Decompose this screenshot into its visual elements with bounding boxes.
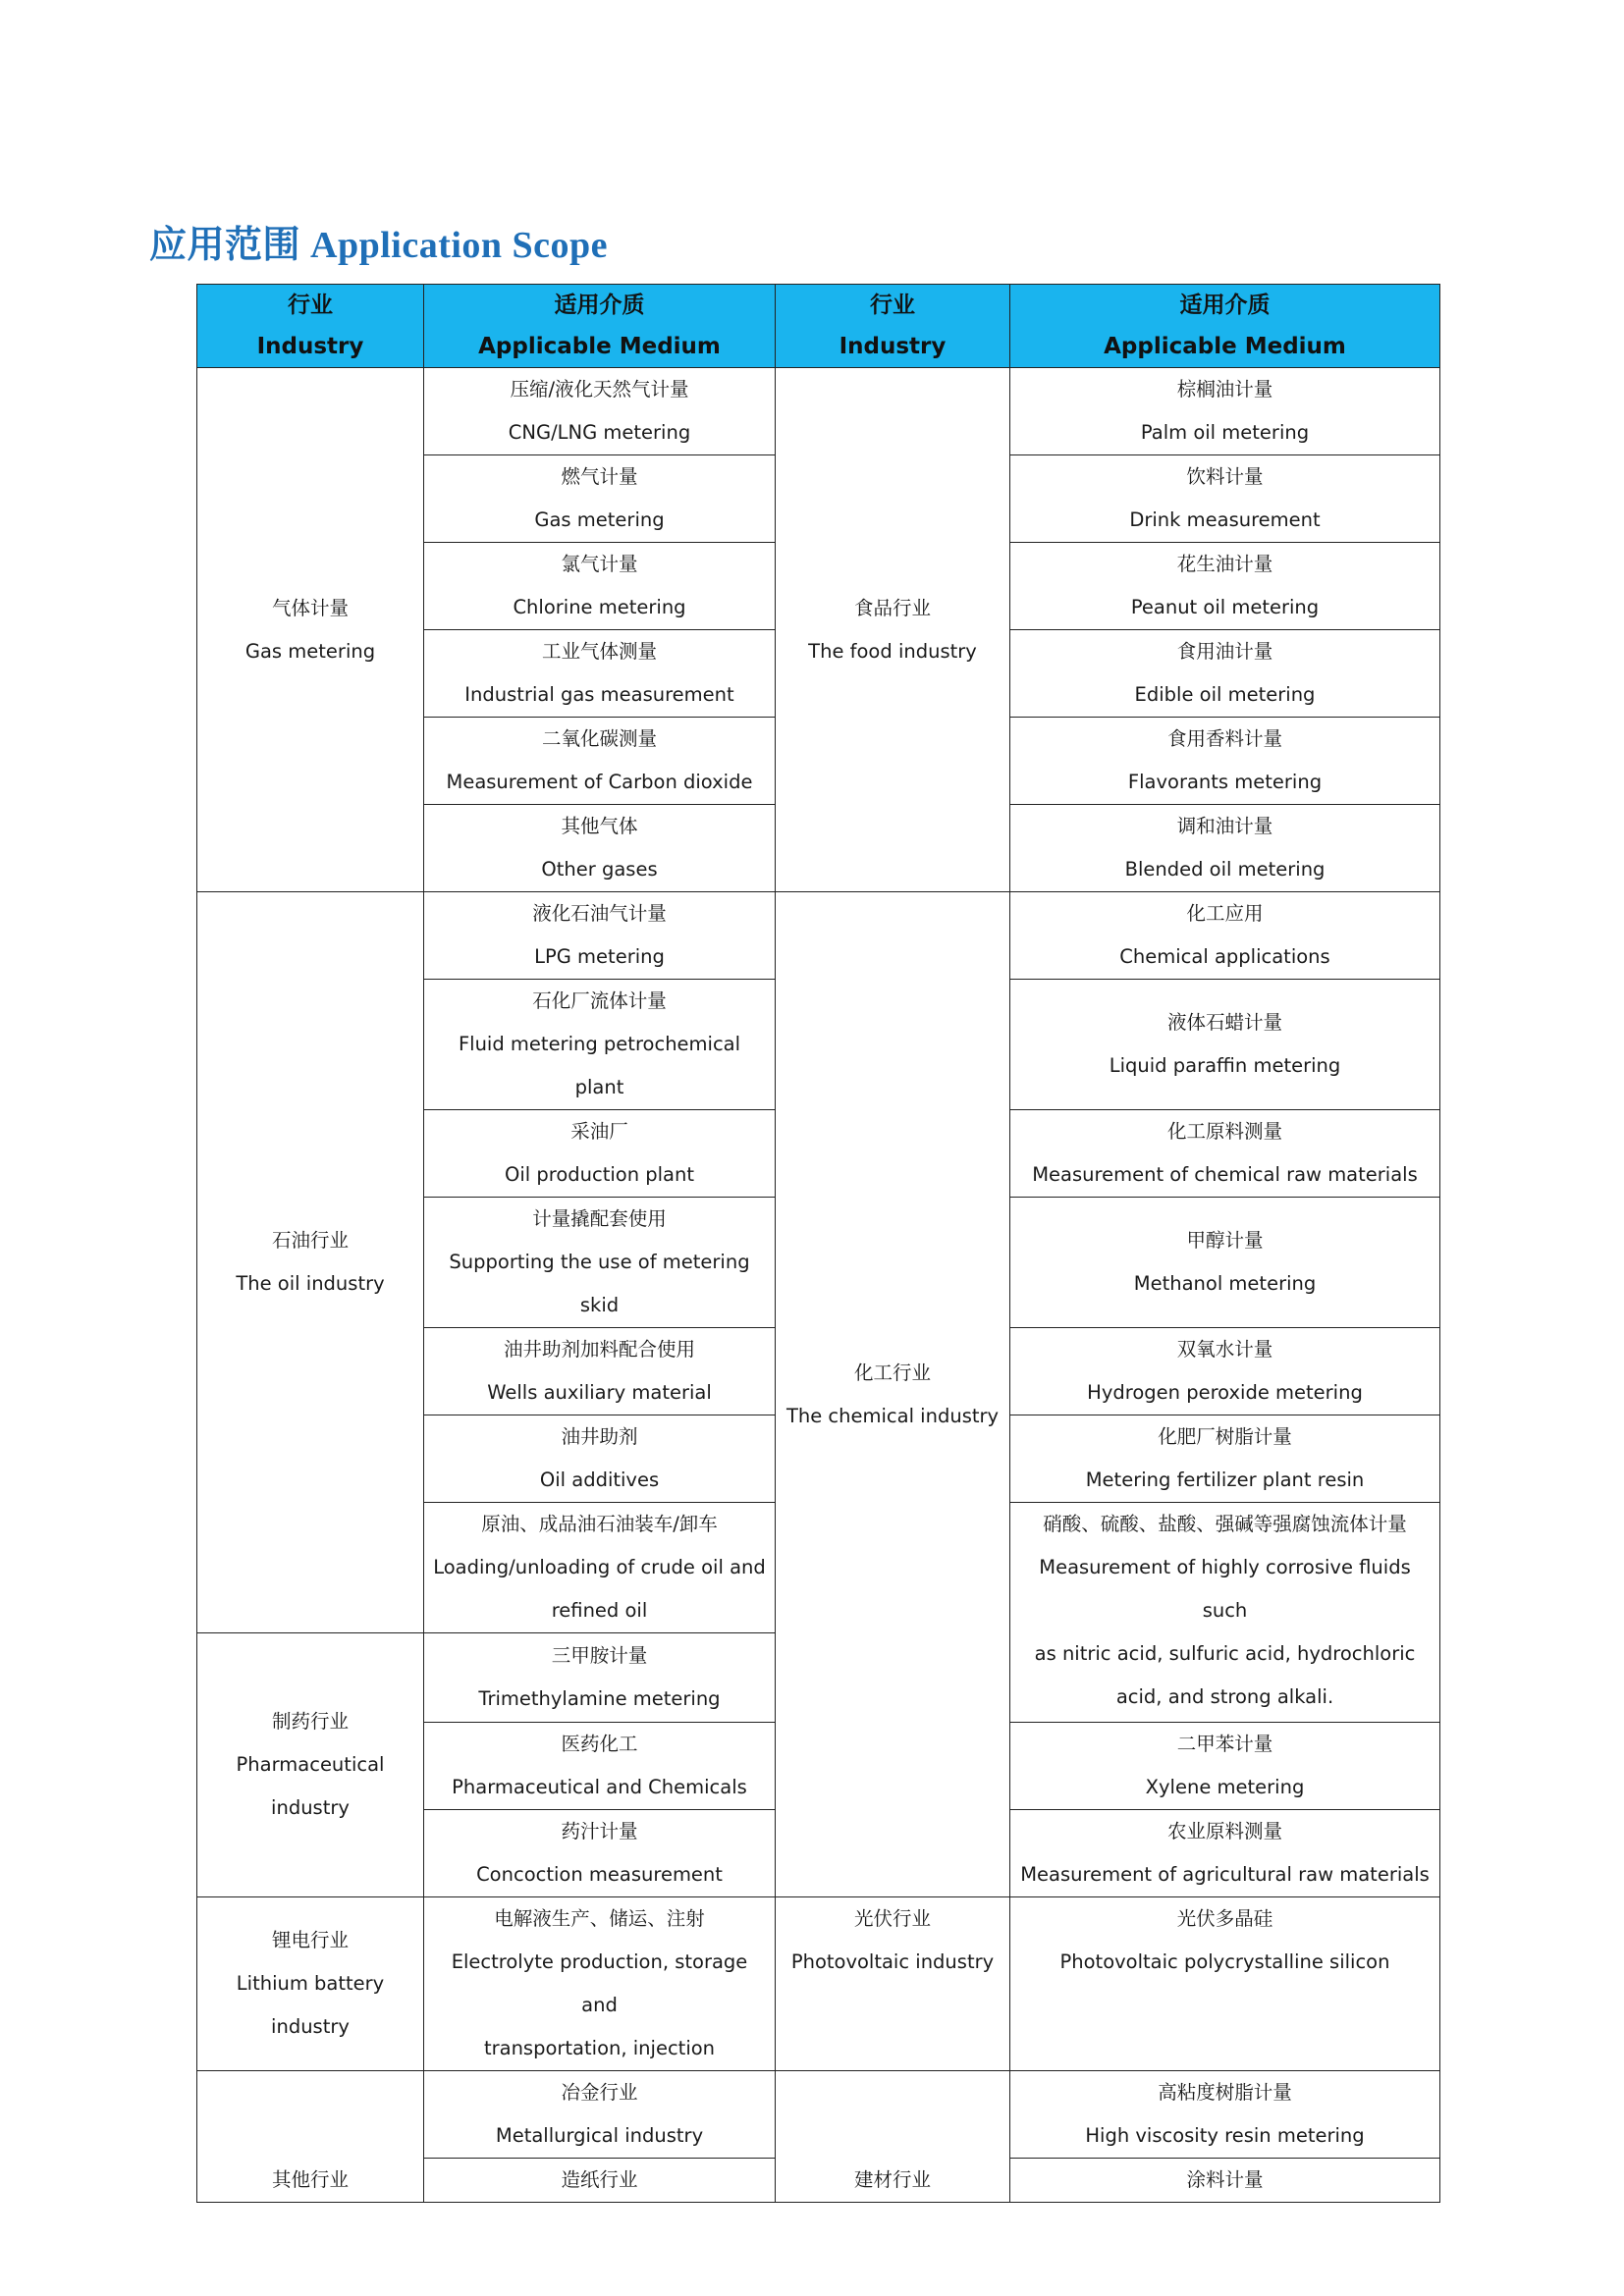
- medium-cell: 饮料计量 Drink measurement: [1010, 455, 1440, 543]
- medium-cell: 光伏多晶硅 Photovoltaic polycrystalline silicon: [1010, 1897, 1440, 2071]
- medium-cell: 双氧水计量 Hydrogen peroxide metering: [1010, 1328, 1440, 1415]
- medium-cell: 高粘度树脂计量 High viscosity resin metering: [1010, 2071, 1440, 2159]
- medium-cell: 食用油计量 Edible oil metering: [1010, 630, 1440, 718]
- header-medium: 适用介质 Applicable Medium: [1010, 285, 1440, 368]
- medium-cell: 油井助剂 Oil additives: [424, 1415, 776, 1503]
- industry-cell-pharma: 制药行业 Pharmaceutical industry: [197, 1633, 424, 1897]
- medium-cell: 化工原料测量 Measurement of chemical raw materials: [1010, 1110, 1440, 1198]
- medium-cell: 石化厂流体计量 Fluid metering petrochemical plant: [424, 980, 776, 1110]
- medium-cell: 调和油计量 Blended oil metering: [1010, 805, 1440, 892]
- medium-cell: 甲醇计量 Methanol metering: [1010, 1198, 1440, 1328]
- medium-cell: 二甲苯计量 Xylene metering: [1010, 1723, 1440, 1810]
- industry-cell-chemical: 化工行业 The chemical industry: [776, 892, 1010, 1897]
- table-header-row: [197, 285, 1440, 368]
- industry-cell-building: 建材行业: [776, 2071, 1010, 2203]
- header-industry: 行业 Industry: [776, 285, 1010, 368]
- medium-cell: 液体石蜡计量 Liquid paraffin metering: [1010, 980, 1440, 1110]
- medium-cell: 压缩/液化天然气计量 CNG/LNG metering: [424, 368, 776, 455]
- medium-cell: 液化石油气计量 LPG metering: [424, 892, 776, 980]
- medium-cell: 冶金行业 Metallurgical industry: [424, 2071, 776, 2159]
- industry-cell-pv: 光伏行业 Photovoltaic industry: [776, 1897, 1010, 2071]
- medium-cell: 农业原料测量 Measurement of agricultural raw materials: [1010, 1810, 1440, 1897]
- medium-cell: 化工应用 Chemical applications: [1010, 892, 1440, 980]
- industry-cell-oil: 石油行业 The oil industry: [197, 892, 424, 1633]
- medium-cell: 造纸行业: [424, 2159, 776, 2203]
- medium-cell: 其他气体 Other gases: [424, 805, 776, 892]
- medium-cell: 硝酸、硫酸、盐酸、强碱等强腐蚀流体计量 Measurement of highly corrosive fluids such as nitric acid, sulfuric acid, hydrochloric acid, and strong alkali.: [1010, 1503, 1440, 1723]
- medium-cell: 花生油计量 Peanut oil metering: [1010, 543, 1440, 630]
- medium-cell: 三甲胺计量 Trimethylamine metering: [424, 1633, 776, 1723]
- medium-cell: 氯气计量 Chlorine metering: [424, 543, 776, 630]
- medium-cell: 工业气体测量 Industrial gas measurement: [424, 630, 776, 718]
- medium-cell: 棕榈油计量 Palm oil metering: [1010, 368, 1440, 455]
- industry-cell-lithium: 锂电行业 Lithium battery industry: [197, 1897, 424, 2071]
- header-industry: 行业 Industry: [197, 285, 424, 368]
- medium-cell: 油井助剂加料配合使用 Wells auxiliary material: [424, 1328, 776, 1415]
- medium-cell: 计量撬配套使用 Supporting the use of metering skid: [424, 1198, 776, 1328]
- page-title: 应用范围 Application Scope: [149, 225, 609, 266]
- industry-cell-other: 其他行业: [197, 2071, 424, 2203]
- medium-cell: 涂料计量: [1010, 2159, 1440, 2203]
- medium-cell: 原油、成品油石油装车/卸车 Loading/unloading of crude oil and refined oil: [424, 1503, 776, 1633]
- industry-cell-food: 食品行业 The food industry: [776, 368, 1010, 892]
- medium-cell: 医药化工 Pharmaceutical and Chemicals: [424, 1723, 776, 1810]
- medium-cell: 电解液生产、储运、注射 Electrolyte production, storage and transportation, injection: [424, 1897, 776, 2071]
- medium-cell: 食用香料计量 Flavorants metering: [1010, 718, 1440, 805]
- table-row: [197, 2071, 1440, 2159]
- medium-cell: 化肥厂树脂计量 Metering fertilizer plant resin: [1010, 1415, 1440, 1503]
- table-row: [197, 892, 1440, 980]
- medium-cell: 采油厂 Oil production plant: [424, 1110, 776, 1198]
- table-row: [197, 368, 1440, 455]
- application-scope-table: [196, 284, 1440, 2203]
- medium-cell: 燃气计量 Gas metering: [424, 455, 776, 543]
- medium-cell: 药汁计量 Concoction measurement: [424, 1810, 776, 1897]
- industry-cell-gas: 气体计量 Gas metering: [197, 368, 424, 892]
- table-row: [197, 1897, 1440, 2071]
- header-medium: 适用介质 Applicable Medium: [424, 285, 776, 368]
- medium-cell: 二氧化碳测量 Measurement of Carbon dioxide: [424, 718, 776, 805]
